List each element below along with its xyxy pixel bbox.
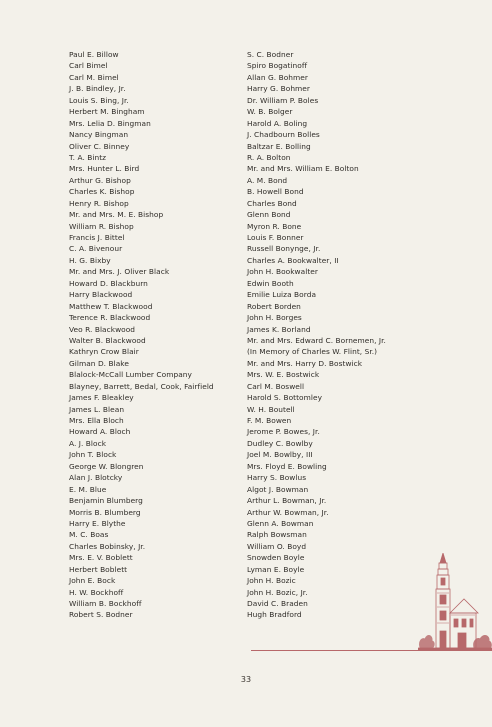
donor-name: John H. Bozic (247, 576, 296, 586)
donor-name: Mr. and Mrs. William E. Bolton (247, 164, 359, 174)
donor-name: S. C. Bodner (247, 50, 294, 59)
donor-name: James K. Borland (247, 324, 311, 334)
donor-name: Veo R. Blackwood (69, 324, 136, 334)
donor-name: Harry G. Bohmer (247, 84, 310, 94)
donor-name: Gilman D. Blake (69, 358, 129, 368)
donor-list-right-column (247, 49, 386, 621)
donor-name: John E. Bock (69, 576, 116, 586)
donor-name: M. C. Boas (69, 530, 109, 540)
donor-name: George W. Blongren (69, 461, 144, 471)
donor-name: E. M. Blue (69, 484, 107, 494)
donor-name: Howard A. Bloch (69, 427, 131, 437)
donor-name: Joel M. Bowlby, III (247, 450, 313, 460)
donor-name: Alan J. Blotcky (69, 473, 123, 483)
donor-list-left-column (69, 49, 214, 621)
donor-name: Harry Blackwood (69, 290, 133, 300)
donor-name: H. G. Bixby (69, 255, 111, 265)
donor-name: Francis J. Bittel (69, 233, 125, 242)
donor-name: Walter B. Blackwood (69, 335, 146, 345)
donor-name: Edwin Booth (247, 278, 294, 288)
donor-name: Spiro Bogatinoff (247, 61, 308, 71)
donor-name: Howard D. Blackburn (69, 278, 148, 288)
donor-name: (In Memory of Charles W. Flint, Sr.) (247, 347, 378, 357)
donor-name: A. J. Block (69, 438, 107, 448)
donor-name: J. B. Bindley, Jr. (69, 84, 126, 94)
donor-name: Henry R. Bishop (69, 198, 129, 208)
donor-name: Charles Bond (247, 198, 297, 208)
donor-name: Oliver C. Binney (69, 141, 130, 151)
donor-name: Herbert M. Bingham (69, 107, 145, 117)
donor-name: Louis S. Bing, Jr. (69, 95, 129, 105)
donor-name: W. H. Boutell (247, 404, 295, 414)
donor-name: Mrs. Ella Bloch (69, 416, 124, 425)
church-steeple-icon (418, 553, 492, 651)
donor-name: Glenn A. Bowman (247, 518, 314, 528)
donor-name: Terence R. Blackwood (69, 313, 151, 323)
donor-name: James F. Bleakley (69, 393, 134, 403)
donor-name: Snowden Boyle (247, 553, 305, 563)
donor-name: Matthew T. Blackwood (69, 301, 153, 311)
donor-name: Russell Bonynge, Jr. (247, 244, 321, 254)
donor-name: Mrs. E. V. Boblett (69, 553, 133, 563)
donor-name: Arthur W. Bowman, Jr. (247, 507, 329, 517)
donor-name: Baltzar E. Bolling (247, 141, 311, 151)
donor-name: Morris B. Blumberg (69, 507, 141, 517)
donor-name: Carl M. Bimel (69, 72, 119, 82)
donor-name: C. A. Bivenour (69, 244, 123, 254)
donor-name: Charles A. Bookwalter, II (247, 255, 339, 265)
donor-name: Allan G. Bohmer (247, 72, 308, 82)
donor-name: Glenn Bond (247, 210, 291, 220)
donor-name: Mrs. Lelia D. Bingman (69, 118, 151, 128)
donor-name: B. Howell Bond (247, 187, 304, 197)
donor-name: Hugh Bradford (247, 610, 302, 620)
donor-name: Carl Bimel (69, 61, 108, 71)
page-number: 33 (240, 675, 252, 684)
donor-name: John H. Bozic, Jr. (247, 587, 308, 597)
donor-name: Jerome P. Bowes, Jr. (247, 427, 320, 437)
donor-name: Mrs. Hunter L. Bird (69, 164, 140, 174)
donor-name: Mr. and Mrs. Harry D. Bostwick (247, 358, 363, 368)
donor-name: Charles K. Bishop (69, 187, 135, 197)
donor-name: John H. Bookwalter (247, 267, 318, 277)
donor-name: Mr. and Mrs. M. E. Bishop (69, 210, 164, 220)
donor-name: Carl M. Boswell (247, 381, 305, 391)
donor-name: H. W. Bockhoff (69, 587, 124, 597)
donor-name: Charles Bobinsky, Jr. (69, 541, 146, 551)
donor-name: R. A. Bolton (247, 152, 291, 162)
donor-name: J. Chadbourn Bolles (247, 130, 320, 140)
donor-name: Algot J. Bowman (247, 484, 309, 494)
donor-name: William O. Boyd (247, 541, 307, 551)
donor-name: Herbert Boblett (69, 564, 128, 574)
donor-name: William R. Bishop (69, 221, 134, 231)
donor-name: Harold S. Bottomley (247, 393, 323, 403)
donor-name: Blayney, Barrett, Bedal, Cook, Fairfield (69, 381, 214, 391)
donor-name: John H. Borges (247, 313, 302, 323)
donor-name: Mr. and Mrs. Edward C. Bornemen, Jr. (247, 335, 386, 345)
donor-name: Paul E. Billow (69, 50, 119, 59)
donor-name: Mr. and Mrs. J. Oliver Black (69, 267, 170, 277)
donor-name: Nancy Bingman (69, 130, 129, 140)
donor-name: Blalock-McCall Lumber Company (69, 370, 192, 380)
donor-name: A. M. Bond (247, 175, 288, 185)
donor-name: F. M. Bowen (247, 416, 292, 425)
donor-name: Arthur L. Bowman, Jr. (247, 496, 327, 506)
donor-name: Kathryn Crow Blair (69, 347, 139, 357)
donor-name: John T. Block (69, 450, 117, 460)
donor-name: Dudley C. Bowlby (247, 438, 313, 448)
donor-name: Dr. William P. Boles (247, 95, 319, 105)
donor-name: James L. Blean (69, 404, 125, 414)
donor-name: Harold A. Boling (247, 118, 308, 128)
donor-name: Benjamin Blumberg (69, 496, 143, 506)
donor-name: Myron R. Bone (247, 221, 302, 231)
donor-name: Louis F. Bonner (247, 233, 304, 242)
donor-name: T. A. Bintz (69, 152, 107, 162)
donor-name: William B. Bockhoff (69, 599, 142, 608)
donor-name: Emilie Luiza Borda (247, 290, 317, 300)
donor-name: Harry S. Bowlus (247, 473, 307, 483)
donor-name: Arthur G. Bishop (69, 175, 131, 185)
donor-name: Ralph Bowsman (247, 530, 307, 540)
donor-name: Mrs. W. E. Bostwick (247, 370, 320, 380)
donor-name: W. B. Bolger (247, 107, 293, 117)
donor-name: Lyman E. Boyle (247, 564, 305, 574)
donor-name: Robert Borden (247, 301, 301, 311)
donor-name: Harry E. Blythe (69, 518, 126, 528)
donor-name: Mrs. Floyd E. Bowling (247, 461, 327, 471)
donor-name: David C. Braden (247, 599, 308, 608)
donor-name: Robert S. Bodner (69, 610, 133, 620)
